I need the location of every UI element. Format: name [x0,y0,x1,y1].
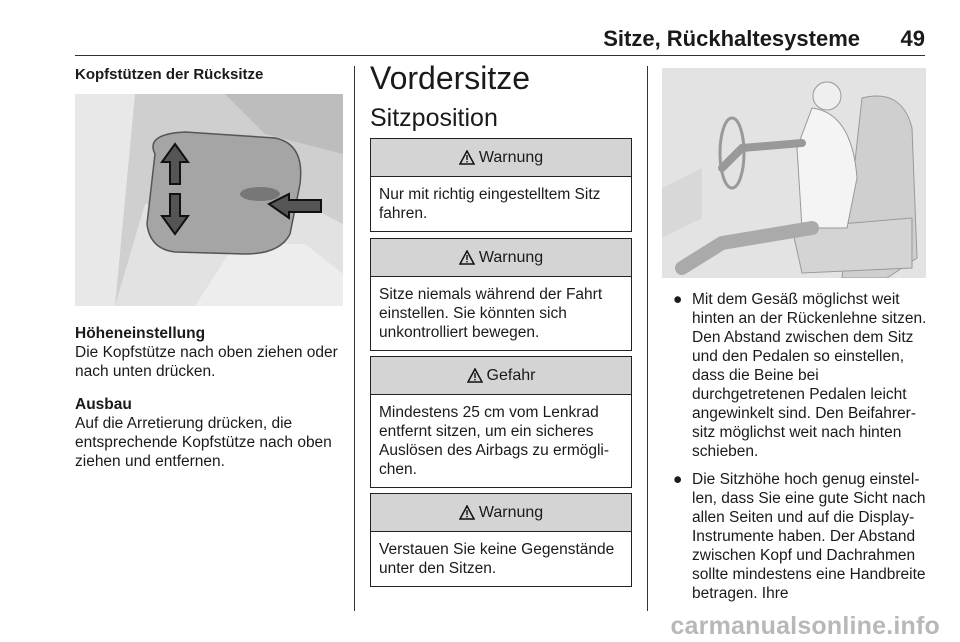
bullet-text: Die Sitzhöhe hoch genug einstel-len, dass Sie eine gute Sicht nach allen Seiten und auf die Display-Instrumente haben. Der Abstand zwischen Kopf und Dachrahmen sollte mindestens eine Handbreite betragen. Ihre [692,471,926,602]
height-adjust-text: Die Kopfstütze nach oben ziehen oder nach unten drücken. [75,344,338,380]
danger-box-header [371,357,631,395]
warning-box-header [371,239,631,277]
warning-box-label: Warnung [478,148,544,166]
warning-box-label: Warnung [478,503,544,521]
page-header-title: Sitze, Rückhaltesysteme [603,26,860,51]
arrow-down-icon [160,192,190,241]
warning-triangle-icon [459,250,475,265]
page-number: 49 [900,26,925,51]
headrest-section-title: Kopfstützen der Rücksitze [75,66,264,83]
height-adjust-title: Höheneinstellung [75,325,206,342]
warning-triangle-icon [459,505,475,520]
driver-seat-figure [662,68,926,278]
bullet-marker: ● [673,291,683,308]
warning-triangle-icon [459,150,475,165]
warning-box-header [371,494,631,532]
bullet-text: Mit dem Gesäß möglichst weit hinten an der Rückenlehne sitzen. Den Abstand zwischen dem Sitz und den Pedalen so einstellen, dass die Beine bei durchgetretenen Pedalen leicht angewinkelt sind. Den Beifahrer-sitz möglichst weit nach hinten schieben. [692,291,927,460]
warning-box-text: Verstauen Sie keine Gegenstände unter den Sitzen. [379,541,615,577]
warning-box-label: Warnung [478,248,544,266]
headrest-figure [75,94,343,306]
danger-box-label: Gefahr [486,366,536,384]
danger-box [370,356,632,488]
warning-box-1 [370,138,632,232]
watermark: carmanualsonline.info [670,612,940,640]
warning-box-3 [370,493,632,587]
warning-triangle-icon [467,368,483,383]
warning-box-header [371,139,631,177]
danger-box-text: Mindestens 25 cm vom Lenkrad entfernt sitzen, um ein sicheres Auslösen des Airbags zu ermögli-chen. [379,404,610,478]
warning-box-2 [370,238,632,351]
column-divider-right [647,66,648,611]
warning-box-text: Sitze niemals während der Fahrt einstellen. Sie könnten sich unkontrolliert bewegen. [379,286,603,341]
arrow-up-icon [160,142,190,191]
column-divider-left [354,66,355,611]
list-item [666,290,934,461]
seat-position-bullet-list [666,290,934,612]
header-rule [75,55,925,56]
bullet-marker: ● [673,471,683,488]
warning-box-text: Nur mit richtig eingestelltem Sitz fahren. [379,186,601,222]
arrow-left-icon [267,192,323,227]
removal-title: Ausbau [75,396,132,413]
list-item [666,470,934,603]
front-seats-heading: Vordersitze [370,60,531,96]
removal-text: Auf die Arretierung drücken, die entsprechende Kopfstütze nach oben ziehen und entfernen. [75,415,332,470]
seat-position-subheading: Sitzposition [370,104,498,132]
